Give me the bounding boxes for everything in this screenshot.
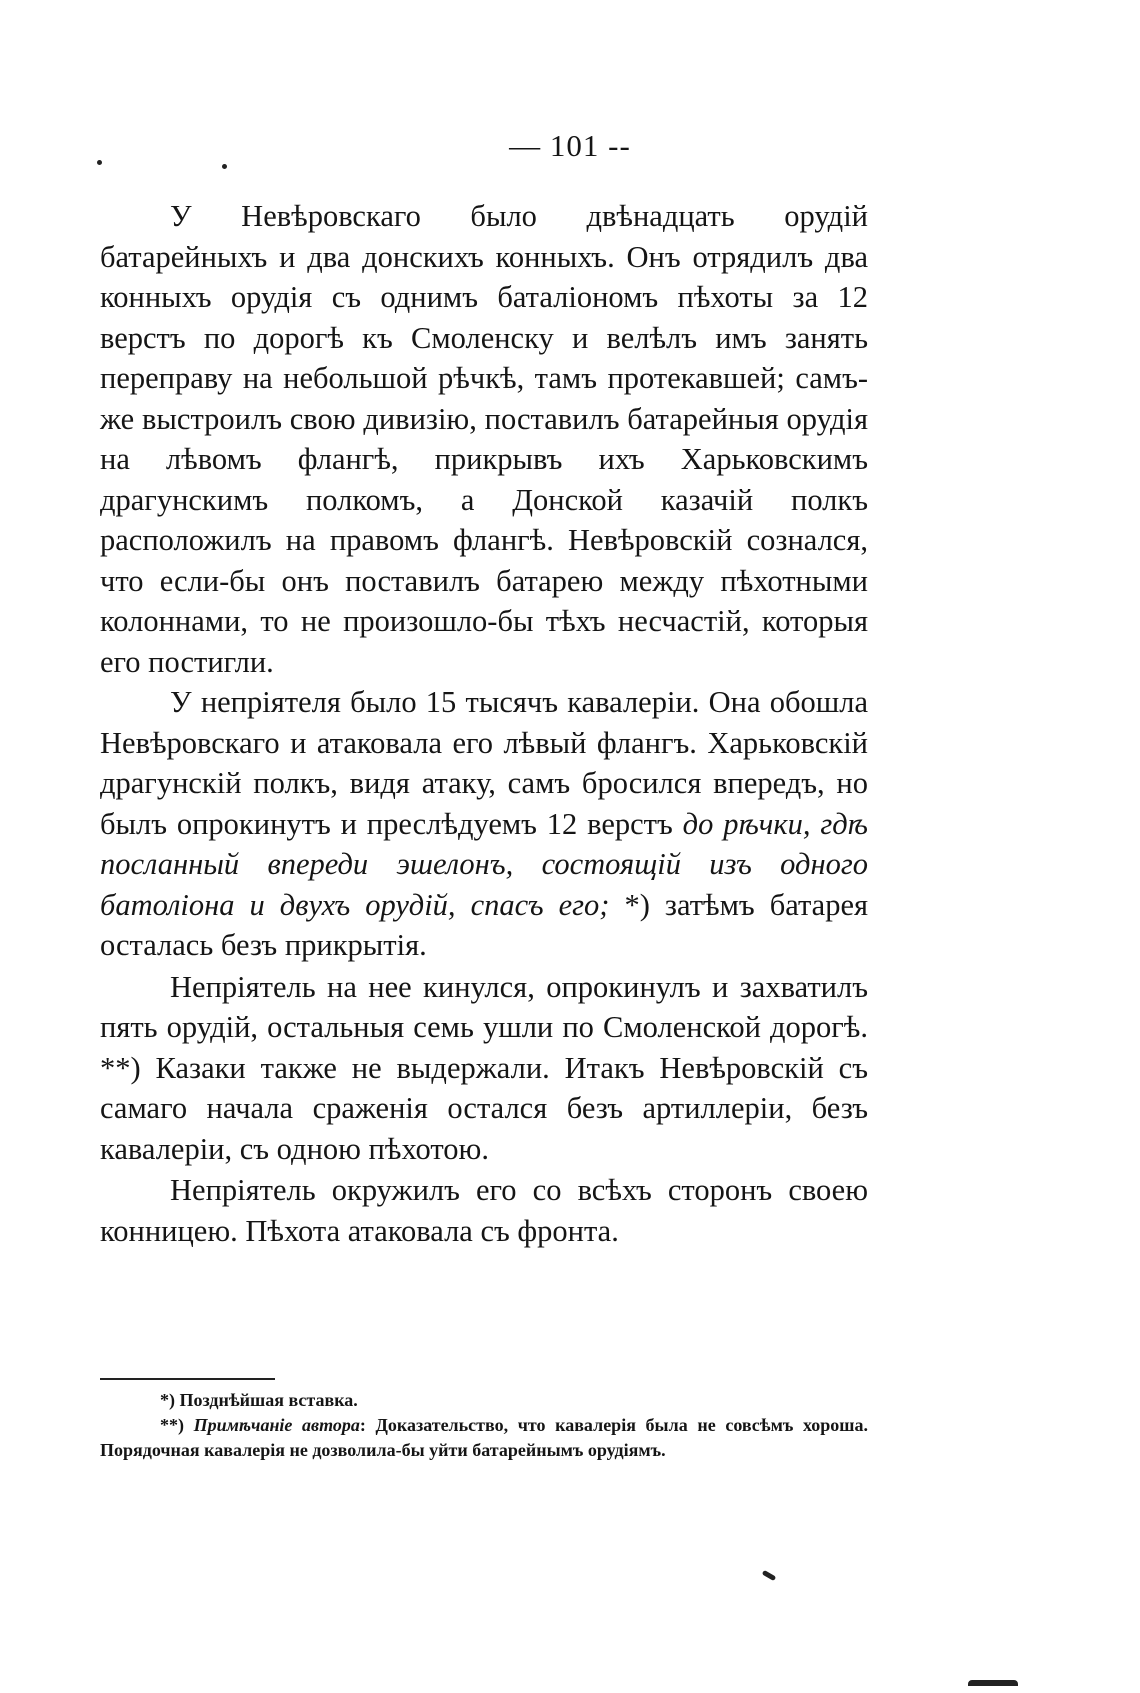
ink-smudge-bottom <box>968 1680 1018 1686</box>
speck-right <box>222 164 227 169</box>
paragraph-4: Непріятель окружилъ его со всѣхъ сторонъ своею конницею. Пѣхота атаковала съ фронта. <box>100 1173 868 1248</box>
page-number: — 101 -- <box>509 128 631 163</box>
body-text <box>100 196 868 1252</box>
paragraph-2-end: *) затѣмъ батарея осталась безъ прикрытія. <box>100 887 869 962</box>
footnotes <box>100 1388 868 1463</box>
paragraph-2-italic: до рѣчки, гдѣ посланный впереди эшелонъ, состоящій изъ одного батоліона и двухъ орудій, спасъ его; <box>100 806 868 922</box>
footnote-2-label: Примѣчаніе автора <box>193 1415 360 1435</box>
paragraph-3: Непріятель на нее кинулся, опрокинулъ и захватилъ пять орудій, остальныя семь ушли по Смоленской дорогѣ. **) Казаки также не выдержали. Итакъ Невѣровскій съ самаго начала сраженія остался безъ артиллеріи, безъ кавалеріи, съ одною пѣхотою. <box>100 969 868 1166</box>
footnote-2 <box>100 1413 868 1463</box>
paragraph-2-start: У непріятеля было 15 тысячъ кавалеріи. Она обошла Невѣровскаго и атаковала его лѣвый флангъ. Харьковскій драгунскій полкъ, видя атаку, самъ бросился впередъ, но былъ опрокинутъ и преслѣдуемъ 12 верстъ <box>100 685 868 841</box>
paragraph-2 <box>100 682 868 966</box>
footnote-divider <box>100 1378 275 1380</box>
footnote-1: *) Позднѣйшая вставка. <box>160 1390 358 1410</box>
ink-mark <box>762 1570 777 1581</box>
speck-left <box>97 160 102 165</box>
footnote-2-text: : Доказательство, что кавалерія была не совсѣмъ хороша. Порядочная кавалерія не дозволила-бы уйти батарейнымъ орудіямъ. <box>100 1415 869 1460</box>
paragraph-1: У Невѣровскаго было двѣнадцать орудій батарейныхъ и два донскихъ конныхъ. Онъ отрядилъ два конныхъ орудія съ однимъ баталіономъ пѣхоты за 12 верстъ по дорогѣ къ Смоленску и велѣлъ имъ занять переправу на небольшой рѣчкѣ, тамъ протекавшей; самъ-же выстроилъ свою дивизію, поставилъ батарейныя орудія на лѣвомъ флангѣ, прикрывъ ихъ Харьковскимъ драгунскимъ полкомъ, а Донской казачій полкъ расположилъ на правомъ флангѣ. Невѣровскій сознался, что если-бы онъ поставилъ батарею между пѣхотными колоннами, то не произошло-бы тѣхъ несчастій, которыя его постигли. <box>100 199 868 679</box>
footnote-2-marker: **) <box>160 1415 184 1435</box>
